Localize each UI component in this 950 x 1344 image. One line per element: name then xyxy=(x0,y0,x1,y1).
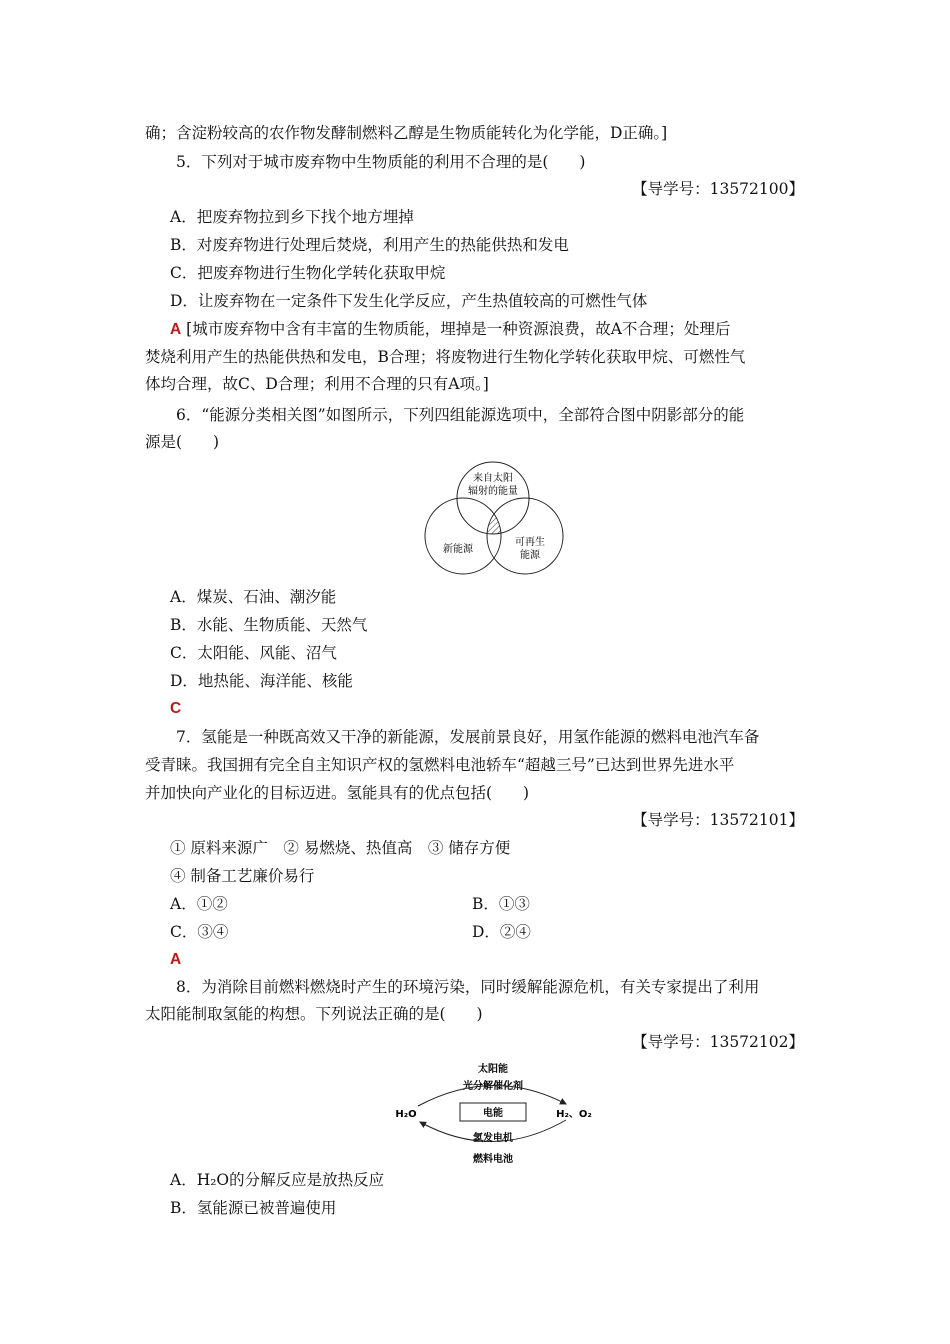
q7-option-a: A．①② xyxy=(170,895,228,913)
continued-explanation: 确；含淀粉较高的农作物发酵制燃料乙醇是生物质能转化为化学能，D正确。] xyxy=(145,124,668,142)
q5-explain-3: 体均合理，故C、D合理；利用不合理的只有A项。] xyxy=(145,375,489,393)
venn-label-top-1: 来自太阳 xyxy=(473,473,513,484)
q8-ref: 【导学号：13572102】 xyxy=(632,1033,804,1051)
q7-option-d: D．②④ xyxy=(472,923,531,941)
q6-option-d: D．地热能、海洋能、核能 xyxy=(170,672,353,690)
cycle-box-label: 电能 xyxy=(483,1108,503,1119)
venn-label-right-1: 可再生 xyxy=(515,537,545,548)
cycle-label-left: H₂O xyxy=(395,1109,417,1120)
venn-circle-left xyxy=(425,498,501,574)
q7-item-1: ① 原料来源广 ② 易燃烧、热值高 ③ 储存方便 xyxy=(170,839,511,857)
cycle-label-right: H₂、O₂ xyxy=(556,1109,592,1120)
q8-stem-1: 8．为消除目前燃料燃烧时产生的环境污染，同时缓解能源危机，有关专家提出了利用 xyxy=(176,978,760,996)
cycle-label-bottom-2: 燃料电池 xyxy=(473,1154,513,1165)
q7-stem-2: 受青睐。我国拥有完全自主知识产权的氢燃料电池轿车“超越三号”已达到世界先进水平 xyxy=(145,756,735,774)
venn-label-right-2: 能源 xyxy=(520,550,540,561)
q6-stem-2: 源是( ) xyxy=(145,433,220,451)
q5-answer-line xyxy=(170,319,730,340)
q5-option-d: D．让废弃物在一定条件下发生化学反应，产生热值较高的可燃性气体 xyxy=(170,292,648,310)
hydrogen-cycle-diagram xyxy=(388,1058,598,1168)
venn-label-left: 新能源 xyxy=(443,544,473,555)
q8-stem-2: 太阳能制取氢能的构想。下列说法正确的是( ) xyxy=(145,1005,483,1023)
q6-stem-1: 6．“能源分类相关图”如图所示，下列四组能源选项中，全部符合图中阴影部分的能 xyxy=(176,406,745,424)
q5-explain-2: 焚烧利用产生的热能供热和发电，B合理；将废物进行生物化学转化获取甲烷、可燃性气 xyxy=(145,348,746,366)
venn-circle-right xyxy=(487,498,563,574)
q7-item-2: ④ 制备工艺廉价易行 xyxy=(170,867,315,885)
q7-ref: 【导学号：13572101】 xyxy=(632,811,804,829)
q5-ref: 【导学号：13572100】 xyxy=(632,180,804,198)
q8-option-a: A．H₂O的分解反应是放热反应 xyxy=(170,1171,385,1189)
cycle-label-top-2: 光分解催化剂 xyxy=(463,1081,523,1092)
q7-stem-1: 7．氢能是一种既高效又干净的新能源，发展前景良好，用氢作能源的燃料电池汽车备 xyxy=(176,728,760,746)
cycle-label-top-1: 太阳能 xyxy=(478,1064,508,1075)
q6-option-b: B．水能、生物质能、天然气 xyxy=(170,616,368,634)
q6-option-c: C．太阳能、风能、沼气 xyxy=(170,644,337,662)
q5-stem: 5．下列对于城市废弃物中生物质能的利用不合理的是( ) xyxy=(176,153,586,171)
venn-label-top-2: 辐射的能量 xyxy=(468,486,518,497)
q5-explain-1: [城市废弃物中含有丰富的生物质能，埋掉是一种资源浪费，故A不合理；处理后 xyxy=(186,320,731,338)
q5-option-a: A．把废弃物拉到乡下找个地方埋掉 xyxy=(170,208,414,226)
q7-stem-3: 并加快向产业化的目标迈进。氢能具有的优点包括( ) xyxy=(145,784,530,802)
q6-answer: C xyxy=(170,700,182,717)
q6-option-a: A．煤炭、石油、潮汐能 xyxy=(170,588,337,606)
q5-answer: A xyxy=(170,321,182,338)
q8-option-b: B．氢能源已被普遍使用 xyxy=(170,1199,337,1217)
q7-option-c: C．③④ xyxy=(170,923,229,941)
q5-option-b: B．对废弃物进行处理后焚烧，利用产生的热能供热和发电 xyxy=(170,236,569,254)
q7-option-b: B．①③ xyxy=(472,895,530,913)
cycle-label-bottom-1: 氢发电机 xyxy=(473,1133,513,1144)
q5-option-c: C．把废弃物进行生物化学转化获取甲烷 xyxy=(170,264,446,282)
q7-answer: A xyxy=(170,951,182,968)
venn-diagram xyxy=(418,460,568,578)
